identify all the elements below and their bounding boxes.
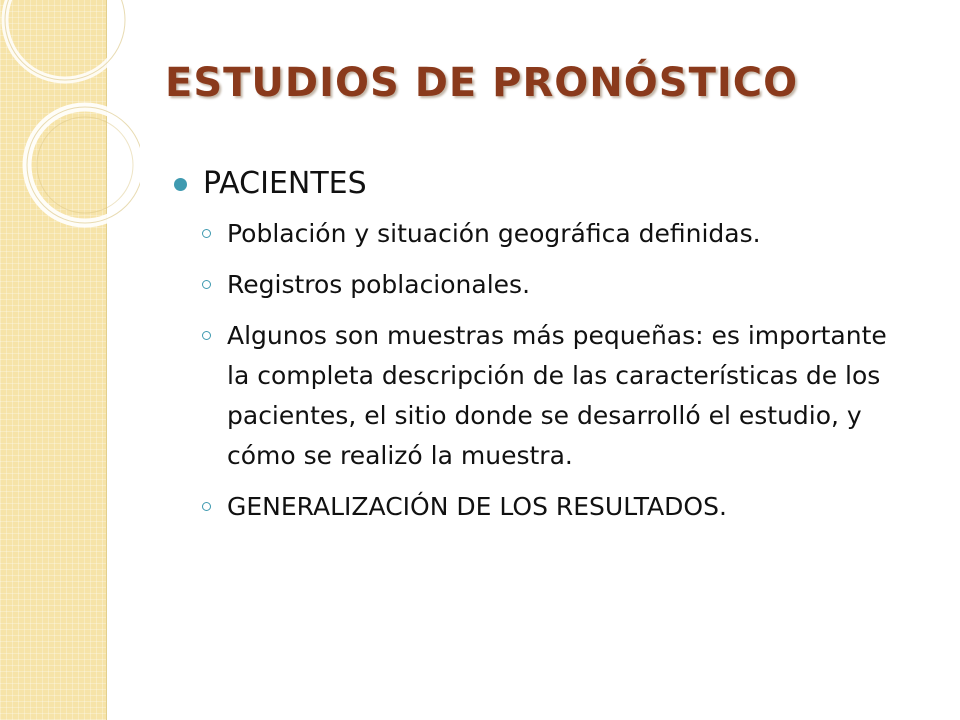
ring-bullet-icon (202, 331, 211, 340)
sub-bullet-text: Población y situación geográfica definidas. (227, 219, 761, 248)
sub-bullet-item (202, 214, 900, 254)
sub-bullet-item (202, 265, 900, 305)
sub-bullet-text: GENERALIZACIÓN DE LOS RESULTADOS. (227, 492, 727, 521)
sub-bullet-item (202, 487, 900, 527)
ring-bullet-icon (202, 502, 211, 511)
sub-bullet-text: Algunos son muestras más pequeñas: es importante la completa descripción de las características de los pacientes, el sitio donde se desarrolló el estudio, y cómo se realizó la muestra. (227, 321, 887, 470)
decorative-circles (0, 0, 140, 260)
slide-title: ESTUDIOS DE PRONÓSTICO (165, 60, 799, 106)
sub-bullet-item (202, 316, 900, 476)
slide-content (170, 162, 900, 538)
bullet-label: PACIENTES (203, 166, 367, 201)
ring-bullet-icon (202, 229, 211, 238)
sub-bullet-list (170, 214, 900, 527)
ring-bullet-icon (202, 280, 211, 289)
sub-bullet-text: Registros poblacionales. (227, 270, 531, 299)
bullet-pacientes (170, 162, 900, 206)
bullet-dot-icon (174, 178, 187, 191)
